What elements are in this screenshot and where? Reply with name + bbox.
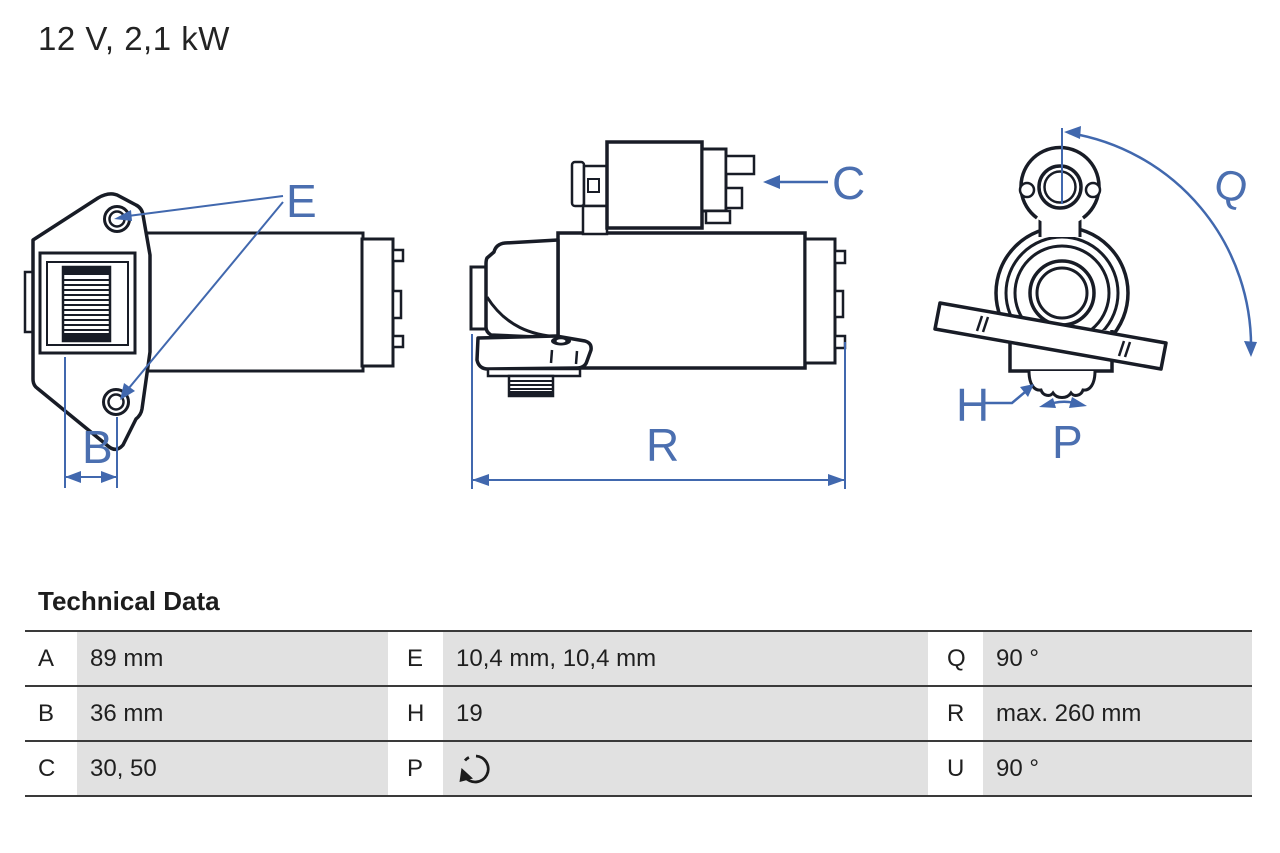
key-h: H — [388, 687, 443, 740]
value-c: 30, 50 — [77, 742, 388, 795]
value-r: max. 260 mm — [983, 687, 1252, 740]
technical-data-table — [25, 630, 1252, 797]
value-e: 10,4 mm, 10,4 mm — [443, 632, 928, 685]
value-u: 90 ° — [983, 742, 1252, 795]
key-r: R — [928, 687, 983, 740]
key-e: E — [388, 632, 443, 685]
rotation-cw-icon — [456, 748, 496, 790]
key-a: A — [25, 632, 77, 685]
value-b: 36 mm — [77, 687, 388, 740]
table-row — [25, 742, 1252, 797]
dim-label-e: E — [286, 175, 317, 227]
section-heading: Technical Data — [38, 586, 220, 616]
key-p: P — [388, 742, 443, 795]
value-a: 89 mm — [77, 632, 388, 685]
key-q: Q — [928, 632, 983, 685]
value-q: 90 ° — [983, 632, 1252, 685]
page-title: 12 V, 2,1 kW — [38, 20, 230, 57]
key-u: U — [928, 742, 983, 795]
key-c: C — [25, 742, 77, 795]
value-p — [443, 742, 928, 795]
pinion-gear — [1029, 371, 1095, 398]
table-row — [25, 687, 1252, 742]
solenoid — [607, 142, 702, 228]
table-row — [25, 632, 1252, 687]
dim-label-h: H — [956, 379, 990, 431]
terminal-30 — [726, 156, 754, 174]
dim-label-p: P — [1052, 416, 1083, 468]
dim-label-q: Q — [1209, 158, 1254, 213]
dim-label-r: R — [646, 419, 680, 471]
value-h: 19 — [443, 687, 928, 740]
dim-label-b: B — [82, 421, 113, 473]
terminal-50 — [726, 188, 742, 208]
rear-view — [935, 126, 1257, 468]
key-b: B — [25, 687, 77, 740]
dim-label-c: C — [832, 157, 866, 209]
side-view — [471, 142, 865, 489]
end-view — [25, 175, 403, 488]
